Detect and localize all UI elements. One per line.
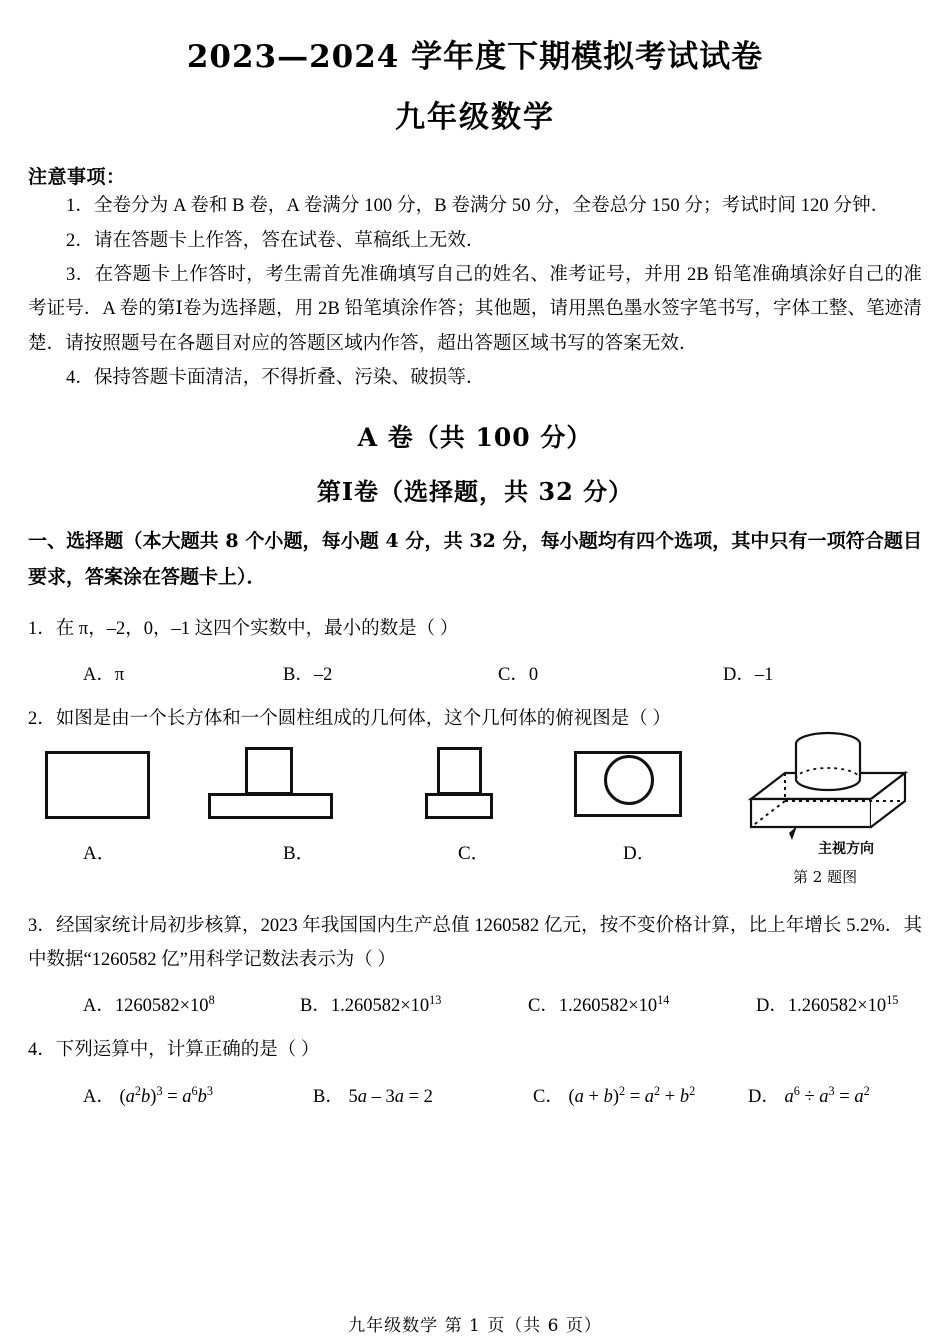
question-1-options [28, 646, 922, 686]
option-exponent: 15 [886, 993, 899, 1008]
option-letter: C． [533, 1086, 564, 1107]
option-text: 1260582×10 [114, 996, 209, 1017]
question-1-option-c[interactable] [498, 660, 538, 686]
option-letter: A． [83, 996, 115, 1017]
question-3-option-b[interactable] [300, 991, 441, 1017]
question-4-option-c[interactable]: C． $(a + b)^2 = a^2 + b^2$ [533, 1083, 696, 1107]
q2-solid-illustration [733, 727, 923, 852]
q2-figure-caption: 第 2 题图 [793, 867, 858, 886]
option-exponent: 13 [429, 993, 442, 1008]
option-text: π [114, 665, 125, 686]
option-letter: C． [498, 665, 529, 686]
notice-item-1: 1．全卷分为 A 卷和 B 卷，A 卷满分 100 分，B 卷满分 50 分，全卷总分 150 分；考试时间 120 分钟． [66, 196, 890, 217]
q2-solid-view-label: 主视方向 [818, 840, 874, 857]
notice-heading: 注意事项： [28, 166, 126, 189]
page-footer: 九年级数学 第 1 页（共 6 页） [348, 1316, 602, 1336]
option-letter: A． [83, 1086, 115, 1107]
big-question-1-heading [28, 507, 922, 596]
question-3-stem [28, 893, 922, 977]
question-1-option-a[interactable] [83, 660, 124, 686]
option-text: –2 [313, 665, 333, 686]
option-text: 0 [528, 665, 539, 686]
question-3-options [28, 977, 922, 1017]
question-1-stem [28, 596, 922, 647]
page-title: 2023—2024 学年度下期模拟考试试卷 [186, 39, 764, 75]
q2-option-d-letter[interactable]: D． [623, 842, 656, 864]
option-letter: D． [748, 1086, 780, 1107]
q2-option-b-bottom-bar [208, 793, 333, 819]
q2-option-d-circle [604, 755, 654, 805]
question-1-number: 1． [28, 618, 56, 639]
q2-option-c-letter[interactable]: C． [458, 842, 490, 864]
question-1-option-b[interactable] [283, 660, 332, 686]
option-letter: B． [283, 665, 314, 686]
question-3-option-d[interactable] [756, 991, 898, 1017]
q2-option-b-top-box [245, 747, 293, 795]
question-3-text: 经国家统计局初步核算，2023 年我国国内生产总值 1260582 亿元，按不变价格计算，比上年增长 5.2%．其中数据“1260582 亿”用科学记数法表示为（ ） [28, 915, 922, 970]
question-2-number: 2． [28, 709, 56, 730]
option-text: 1.260582×10 [787, 996, 887, 1017]
option-text: 1.260582×10 [330, 996, 430, 1017]
question-4-number: 4． [28, 1040, 56, 1061]
question-3-option-a[interactable] [83, 991, 215, 1017]
question-3-number: 3． [28, 915, 56, 936]
section-heading-paper-a: A 卷（共 100 分） [357, 422, 593, 452]
q2-option-a-letter[interactable]: A． [83, 842, 116, 864]
question-1-option-d[interactable] [723, 660, 773, 686]
option-letter: D． [723, 665, 755, 686]
option-text: –1 [754, 665, 774, 686]
option-letter: D． [756, 996, 788, 1017]
question-4-stem [28, 1017, 922, 1068]
option-exponent: 8 [208, 993, 215, 1008]
question-4-text: 下列运算中，计算正确的是（ ） [55, 1040, 320, 1061]
option-letter: C． [528, 996, 559, 1017]
question-4-option-a[interactable]: A． $(a^2b)^3 = a^6b^3$ [83, 1083, 213, 1107]
question-2-figures [28, 743, 922, 893]
big-question-1-label: 一、选择题 [28, 529, 124, 552]
question-4-option-b[interactable]: B． 5a – 3a = 2 [313, 1086, 433, 1107]
notice-item-4: 4．保持答题卡面清洁，不得折叠、污染、破损等． [66, 368, 485, 389]
question-4-options [28, 1068, 922, 1108]
big-question-1-desc: （本大题共 8 个小题，每小题 4 分，共 32 分，每小题均有四个选项，其中只有一项符合题目要求，答案涂在答题卡上）． [28, 529, 922, 589]
q2-option-a-rectangle [45, 751, 150, 819]
question-3-option-c[interactable] [528, 991, 669, 1017]
q2-option-c-top-box [437, 747, 482, 795]
question-1-text: 在 π，–2，0，–1 这四个实数中，最小的数是（ ） [55, 618, 459, 639]
option-letter: B． [313, 1086, 344, 1107]
option-text: 1.260582×10 [558, 996, 658, 1017]
option-letter: B． [300, 996, 331, 1017]
option-letter: A． [83, 665, 115, 686]
question-2-text: 如图是由一个长方体和一个圆柱组成的几何体，这个几何体的俯视图是（ ） [55, 709, 671, 730]
notice-item-2: 2．请在答题卡上作答，答在试卷、草稿纸上无效． [66, 230, 485, 251]
question-4-option-d[interactable]: D． $a^6 \div a^3 = a^2$ [748, 1083, 870, 1107]
page-subtitle: 九年级数学 [395, 99, 555, 135]
option-exponent: 14 [657, 993, 670, 1008]
section-heading-volume-i: 第Ⅰ卷（选择题，共 32 分） [316, 476, 634, 506]
q2-option-c-bottom-bar [425, 793, 493, 819]
notice-item-3: 3．在答题卡上作答时，考生需首先准确填写自己的姓名、准考证号，并用 2B 铅笔准确填涂好自己的准考证号．A 卷的第Ⅰ卷为选择题，用 2B 铅笔填涂作答；其他题，请用黑色墨水签字笔书写，字体工整、笔迹清楚．请按照题号在各题目对应的答题区域内作答，超出答题区域书写的答案无效． [28, 265, 922, 354]
q2-option-b-letter[interactable]: B． [283, 842, 315, 864]
